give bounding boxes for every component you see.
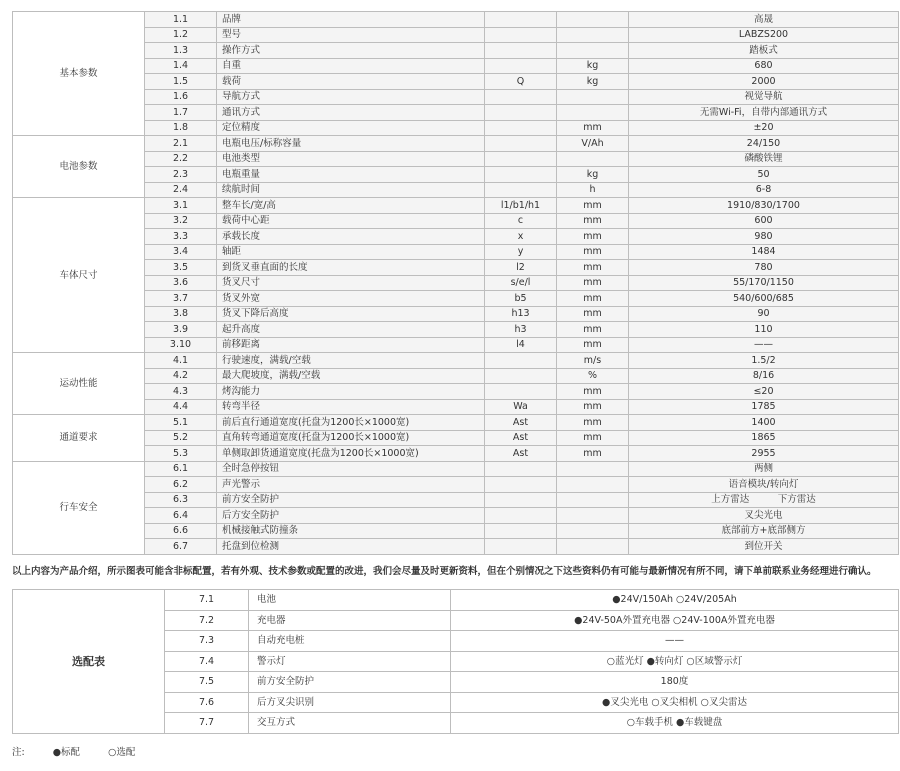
spec-group-label: 电池参数: [13, 136, 145, 198]
spec-cell-idx: 3.9: [145, 322, 217, 338]
spec-cell-unit: [557, 461, 629, 477]
spec-cell-val: 1400: [629, 415, 899, 431]
spec-cell-idx: 4.4: [145, 399, 217, 415]
spec-cell-sym: y: [485, 244, 557, 260]
spec-cell-name: 机械接触式防撞条: [217, 523, 485, 539]
spec-cell-sym: [485, 508, 557, 524]
spec-cell-val: 8/16: [629, 368, 899, 384]
option-cell-name: 电池: [249, 590, 451, 611]
spec-cell-idx: 3.6: [145, 275, 217, 291]
spec-cell-idx: 1.3: [145, 43, 217, 59]
spec-cell-idx: 1.8: [145, 120, 217, 136]
spec-cell-sym: [485, 58, 557, 74]
spec-cell-unit: [557, 151, 629, 167]
spec-row: [13, 322, 899, 338]
option-cell-val: ●24V/150Ah ○24V/205Ah: [451, 590, 899, 611]
spec-cell-idx: 6.1: [145, 461, 217, 477]
spec-cell-name: 单侧取卸货通道宽度(托盘为1200长×1000宽): [217, 446, 485, 462]
spec-cell-val: 780: [629, 260, 899, 276]
spec-cell-sym: Wa: [485, 399, 557, 415]
spec-row: [13, 523, 899, 539]
spec-cell-val: 叉尖光电: [629, 508, 899, 524]
spec-cell-sym: Q: [485, 74, 557, 90]
spec-cell-sym: [485, 105, 557, 121]
spec-cell-sym: [485, 167, 557, 183]
spec-cell-sym: [485, 477, 557, 493]
spec-cell-unit: mm: [557, 260, 629, 276]
option-cell-name: 后方叉尖识别: [249, 692, 451, 713]
spec-row: [13, 120, 899, 136]
spec-cell-idx: 1.6: [145, 89, 217, 105]
spec-cell-sym: [485, 353, 557, 369]
spec-cell-sym: l4: [485, 337, 557, 353]
spec-row: [13, 492, 899, 508]
spec-row: [13, 306, 899, 322]
legend-optional: ○选配: [108, 747, 136, 758]
spec-group-label: 通道要求: [13, 415, 145, 462]
spec-cell-sym: h3: [485, 322, 557, 338]
spec-row: [13, 477, 899, 493]
spec-cell-sym: Ast: [485, 415, 557, 431]
spec-cell-sym: [485, 492, 557, 508]
option-cell-name: 交互方式: [249, 713, 451, 734]
spec-cell-val: LABZS200: [629, 27, 899, 43]
spec-cell-name: 前后直行通道宽度(托盘为1200长×1000宽): [217, 415, 485, 431]
spec-cell-idx: 3.5: [145, 260, 217, 276]
options-title: 选配表: [13, 590, 165, 734]
spec-row: [13, 430, 899, 446]
spec-row: [13, 151, 899, 167]
spec-cell-name: 货叉外宽: [217, 291, 485, 307]
spec-cell-val: 到位开关: [629, 539, 899, 555]
spec-row: [13, 275, 899, 291]
spec-cell-name: 导航方式: [217, 89, 485, 105]
option-cell-val: ○蓝光灯 ●转向灯 ○区域警示灯: [451, 651, 899, 672]
spec-row: [13, 182, 899, 198]
spec-cell-sym: x: [485, 229, 557, 245]
spec-row: [13, 198, 899, 214]
spec-cell-unit: V/Ah: [557, 136, 629, 152]
spec-cell-idx: 6.3: [145, 492, 217, 508]
spec-cell-val: 110: [629, 322, 899, 338]
option-cell-name: 充电器: [249, 610, 451, 631]
spec-cell-unit: [557, 523, 629, 539]
spec-cell-name: 续航时间: [217, 182, 485, 198]
spec-cell-unit: %: [557, 368, 629, 384]
spec-cell-val: 680: [629, 58, 899, 74]
option-cell-idx: 7.5: [165, 672, 249, 693]
option-cell-idx: 7.3: [165, 631, 249, 652]
spec-cell-val: ≤20: [629, 384, 899, 400]
spec-cell-sym: [485, 120, 557, 136]
spec-cell-val: ±20: [629, 120, 899, 136]
spec-cell-idx: 6.6: [145, 523, 217, 539]
spec-cell-unit: [557, 89, 629, 105]
spec-row: [13, 508, 899, 524]
spec-cell-sym: s/e/l: [485, 275, 557, 291]
spec-cell-sym: Ast: [485, 446, 557, 462]
spec-cell-idx: 4.1: [145, 353, 217, 369]
spec-cell-val: 1865: [629, 430, 899, 446]
spec-cell-name: 承载长度: [217, 229, 485, 245]
spec-cell-unit: [557, 43, 629, 59]
spec-cell-idx: 1.7: [145, 105, 217, 121]
spec-cell-name: 货叉尺寸: [217, 275, 485, 291]
option-cell-val: ——: [451, 631, 899, 652]
spec-cell-unit: [557, 27, 629, 43]
spec-cell-name: 最大爬坡度，满载/空载: [217, 368, 485, 384]
spec-cell-val: 磷酸铁锂: [629, 151, 899, 167]
spec-cell-unit: mm: [557, 198, 629, 214]
spec-cell-val: 600: [629, 213, 899, 229]
spec-cell-name: 前移距离: [217, 337, 485, 353]
spec-cell-unit: mm: [557, 306, 629, 322]
spec-cell-name: 通讯方式: [217, 105, 485, 121]
spec-cell-unit: [557, 477, 629, 493]
spec-cell-unit: [557, 12, 629, 28]
spec-row: [13, 167, 899, 183]
spec-cell-unit: mm: [557, 430, 629, 446]
spec-cell-idx: 3.2: [145, 213, 217, 229]
spec-cell-idx: 1.2: [145, 27, 217, 43]
spec-row: [13, 337, 899, 353]
spec-cell-sym: [485, 182, 557, 198]
spec-row: [13, 27, 899, 43]
spec-cell-idx: 3.10: [145, 337, 217, 353]
spec-cell-val: 2000: [629, 74, 899, 90]
spec-cell-val: 2955: [629, 446, 899, 462]
spec-row: [13, 89, 899, 105]
spec-cell-sym: [485, 27, 557, 43]
spec-cell-unit: kg: [557, 74, 629, 90]
spec-cell-unit: m/s: [557, 353, 629, 369]
spec-cell-val: 两侧: [629, 461, 899, 477]
option-cell-idx: 7.4: [165, 651, 249, 672]
spec-cell-name: 操作方式: [217, 43, 485, 59]
spec-cell-unit: mm: [557, 399, 629, 415]
spec-cell-val: 1910/830/1700: [629, 198, 899, 214]
spec-cell-unit: h: [557, 182, 629, 198]
spec-cell-name: 起升高度: [217, 322, 485, 338]
spec-cell-idx: 2.2: [145, 151, 217, 167]
spec-cell-val: 踏板式: [629, 43, 899, 59]
spec-cell-name: 货叉下降后高度: [217, 306, 485, 322]
spec-cell-sym: l2: [485, 260, 557, 276]
spec-cell-val: 1484: [629, 244, 899, 260]
spec-cell-sym: l1/b1/h1: [485, 198, 557, 214]
spec-cell-idx: 3.4: [145, 244, 217, 260]
spec-cell-unit: mm: [557, 275, 629, 291]
spec-cell-name: 后方安全防护: [217, 508, 485, 524]
spec-cell-unit: [557, 539, 629, 555]
spec-row: [13, 446, 899, 462]
spec-cell-sym: [485, 151, 557, 167]
spec-cell-unit: mm: [557, 446, 629, 462]
spec-cell-val: 底部前方+底部侧方: [629, 523, 899, 539]
spec-cell-idx: 5.2: [145, 430, 217, 446]
legend-prefix: 注:: [12, 747, 25, 758]
option-cell-val: ○车载手机 ●车载键盘: [451, 713, 899, 734]
spec-cell-name: 全时急停按钮: [217, 461, 485, 477]
spec-group-label: 车体尺寸: [13, 198, 145, 353]
spec-cell-val: 高晟: [629, 12, 899, 28]
spec-row: [13, 136, 899, 152]
legend: [12, 744, 135, 758]
option-cell-idx: 7.1: [165, 590, 249, 611]
option-cell-val: ●24V-50A外置充电器 ○24V-100A外置充电器: [451, 610, 899, 631]
spec-row: [13, 74, 899, 90]
spec-cell-name: 到货叉垂直面的长度: [217, 260, 485, 276]
spec-cell-name: 载荷: [217, 74, 485, 90]
spec-cell-unit: mm: [557, 229, 629, 245]
spec-cell-name: 整车长/宽/高: [217, 198, 485, 214]
disclaimer-note: 以上内容为产品介绍，所示图表可能含非标配置，若有外观、技术参数或配置的改进，我们会尽量及时更新资料，但在个别情况之下这些资料仍有可能与最新情况有所不同，请下单前联系业务经理进行确认。: [12, 566, 877, 577]
spec-cell-unit: mm: [557, 384, 629, 400]
option-row: [13, 590, 899, 611]
spec-cell-name: 品牌: [217, 12, 485, 28]
spec-cell-val: 540/600/685: [629, 291, 899, 307]
spec-cell-unit: kg: [557, 167, 629, 183]
spec-table: [12, 11, 899, 555]
option-cell-name: 自动充电桩: [249, 631, 451, 652]
spec-group-label: 行车安全: [13, 461, 145, 554]
option-cell-idx: 7.7: [165, 713, 249, 734]
spec-cell-val: 6-8: [629, 182, 899, 198]
spec-cell-idx: 3.7: [145, 291, 217, 307]
spec-cell-val: 1.5/2: [629, 353, 899, 369]
spec-cell-sym: [485, 384, 557, 400]
option-cell-val: 180度: [451, 672, 899, 693]
spec-cell-name: 定位精度: [217, 120, 485, 136]
spec-cell-name: 行驶速度，满载/空载: [217, 353, 485, 369]
option-cell-name: 前方安全防护: [249, 672, 451, 693]
spec-cell-val: 1785: [629, 399, 899, 415]
spec-row: [13, 539, 899, 555]
spec-cell-name: 轴距: [217, 244, 485, 260]
spec-row: [13, 415, 899, 431]
spec-row: [13, 384, 899, 400]
spec-row: [13, 58, 899, 74]
spec-cell-name: 电瓶电压/标称容量: [217, 136, 485, 152]
spec-cell-unit: [557, 492, 629, 508]
option-cell-idx: 7.2: [165, 610, 249, 631]
spec-cell-sym: [485, 523, 557, 539]
spec-cell-name: 前方安全防护: [217, 492, 485, 508]
spec-cell-name: 烤沟能力: [217, 384, 485, 400]
spec-cell-val: 24/150: [629, 136, 899, 152]
spec-cell-idx: 1.4: [145, 58, 217, 74]
spec-cell-unit: mm: [557, 244, 629, 260]
spec-cell-val: ——: [629, 337, 899, 353]
spec-cell-idx: 6.7: [145, 539, 217, 555]
spec-cell-idx: 2.4: [145, 182, 217, 198]
option-cell-name: 警示灯: [249, 651, 451, 672]
option-cell-idx: 7.6: [165, 692, 249, 713]
spec-cell-unit: kg: [557, 58, 629, 74]
spec-cell-sym: [485, 89, 557, 105]
spec-cell-val: 无需Wi-Fi，自带内部通讯方式: [629, 105, 899, 121]
spec-cell-sym: [485, 539, 557, 555]
spec-cell-unit: mm: [557, 322, 629, 338]
spec-cell-val: 55/170/1150: [629, 275, 899, 291]
spec-cell-idx: 5.1: [145, 415, 217, 431]
spec-cell-unit: [557, 105, 629, 121]
spec-cell-val: 980: [629, 229, 899, 245]
spec-row: [13, 368, 899, 384]
options-table: [12, 589, 899, 734]
spec-cell-idx: 3.1: [145, 198, 217, 214]
spec-cell-idx: 4.3: [145, 384, 217, 400]
spec-row: [13, 399, 899, 415]
spec-cell-name: 型号: [217, 27, 485, 43]
spec-cell-idx: 4.2: [145, 368, 217, 384]
spec-cell-name: 托盘到位检测: [217, 539, 485, 555]
spec-group-label: 运动性能: [13, 353, 145, 415]
legend-standard: ●标配: [52, 747, 81, 758]
spec-cell-val: 语音模块/转向灯: [629, 477, 899, 493]
spec-cell-idx: 6.2: [145, 477, 217, 493]
spec-cell-unit: mm: [557, 337, 629, 353]
spec-cell-sym: [485, 461, 557, 477]
spec-row: [13, 461, 899, 477]
spec-cell-name: 电瓶重量: [217, 167, 485, 183]
spec-row: [13, 105, 899, 121]
spec-cell-sym: [485, 12, 557, 28]
spec-cell-sym: [485, 43, 557, 59]
spec-cell-idx: 1.5: [145, 74, 217, 90]
spec-cell-name: 声光警示: [217, 477, 485, 493]
spec-cell-val: 上方雷达 下方雷达: [629, 492, 899, 508]
spec-cell-idx: 6.4: [145, 508, 217, 524]
spec-row: [13, 291, 899, 307]
spec-cell-sym: c: [485, 213, 557, 229]
spec-row: [13, 353, 899, 369]
spec-cell-val: 50: [629, 167, 899, 183]
spec-cell-idx: 2.1: [145, 136, 217, 152]
spec-row: [13, 12, 899, 28]
spec-cell-sym: [485, 136, 557, 152]
spec-cell-name: 电池类型: [217, 151, 485, 167]
spec-cell-unit: [557, 508, 629, 524]
spec-cell-name: 载荷中心距: [217, 213, 485, 229]
spec-cell-sym: Ast: [485, 430, 557, 446]
spec-cell-unit: mm: [557, 291, 629, 307]
spec-cell-idx: 3.8: [145, 306, 217, 322]
spec-cell-unit: mm: [557, 415, 629, 431]
spec-cell-unit: mm: [557, 120, 629, 136]
spec-group-label: 基本参数: [13, 12, 145, 136]
spec-cell-unit: mm: [557, 213, 629, 229]
spec-cell-sym: h13: [485, 306, 557, 322]
spec-cell-idx: 3.3: [145, 229, 217, 245]
spec-row: [13, 43, 899, 59]
spec-cell-name: 转弯半径: [217, 399, 485, 415]
spec-row: [13, 229, 899, 245]
option-cell-val: ●叉尖光电 ○叉尖相机 ○叉尖雷达: [451, 692, 899, 713]
spec-cell-idx: 1.1: [145, 12, 217, 28]
spec-row: [13, 244, 899, 260]
spec-cell-sym: b5: [485, 291, 557, 307]
spec-cell-idx: 2.3: [145, 167, 217, 183]
spec-cell-idx: 5.3: [145, 446, 217, 462]
spec-cell-name: 自重: [217, 58, 485, 74]
spec-cell-val: 90: [629, 306, 899, 322]
spec-cell-sym: [485, 368, 557, 384]
spec-row: [13, 213, 899, 229]
spec-cell-val: 视觉导航: [629, 89, 899, 105]
spec-cell-name: 直角转弯通道宽度(托盘为1200长×1000宽): [217, 430, 485, 446]
spec-row: [13, 260, 899, 276]
